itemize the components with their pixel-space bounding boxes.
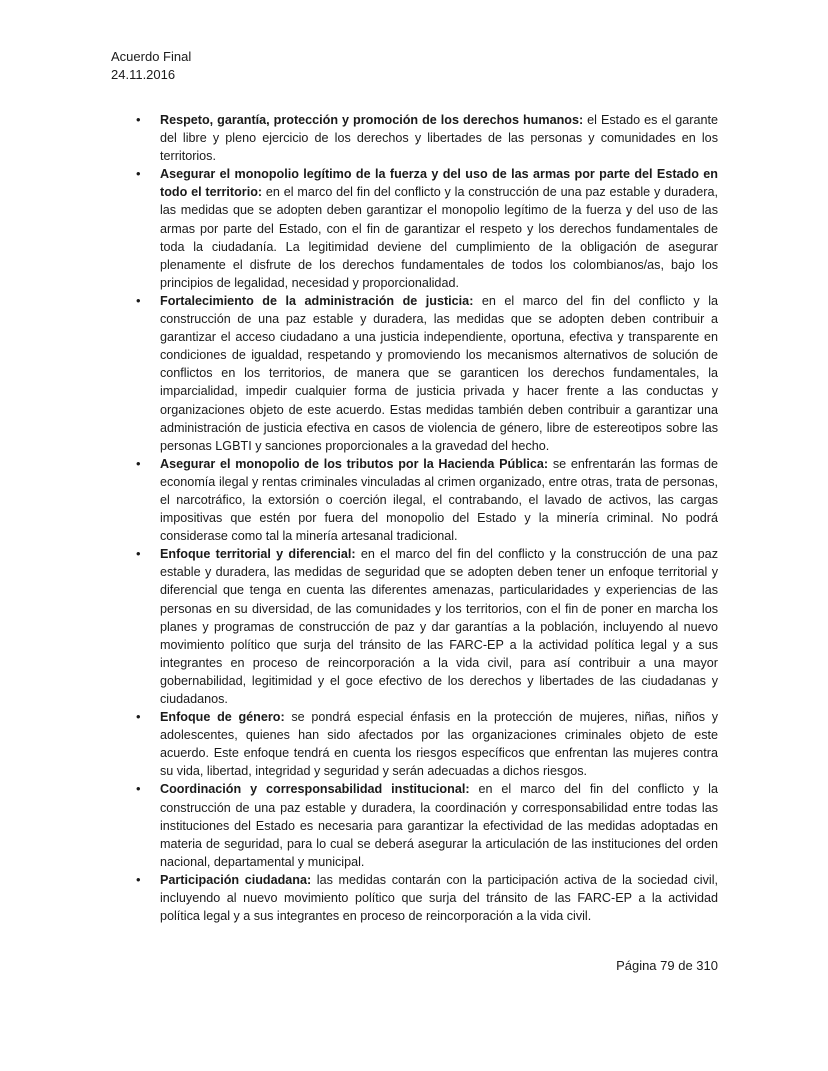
bullet-icon: • xyxy=(136,112,141,127)
item-text: se enfrentarán las formas de economía ilegal y rentas criminales vinculadas al crimen organizado, entre otras, trata de personas, el narcotráfico, la extorsión o coerción ilegal, el contrabando, el lavado de activos, las cargas impositivas que estén por fuera del monopolio del Estado y la minería criminal. No podrá considerase como tal la minería artesanal tradicional. xyxy=(160,456,718,544)
item-term: Asegurar el monopolio legítimo de la fuerza y del uso de las armas por parte del Estado en todo el territorio: xyxy=(160,167,718,200)
list-item xyxy=(136,165,718,292)
bullet-icon: • xyxy=(136,546,141,562)
page-number: Página 79 de 310 xyxy=(616,958,718,973)
bullet-icon: • xyxy=(136,709,141,725)
item-term: Asegurar el monopolio de los tributos por la Hacienda Pública: xyxy=(160,456,549,471)
item-text: se pondrá especial énfasis en la protección de mujeres, niñas, niños y adolescentes, quienes han sido afectados por las organizaciones criminales objeto de este acuerdo. Este enfoque tendrá en cuenta los riesgos específicos que enfrentan las mujeres contra su vida, libertad, integridad y seguridad y serán adecuadas a dichos riesgos. xyxy=(160,710,718,779)
list-item xyxy=(136,708,718,780)
item-text: en el marco del fin del conflicto y la construcción de una paz estable y duradera, las medidas que se adopten deben garantizar el monopolio legítimo de la fuerza y del uso de las armas por parte del Estado, con el fin de garantizar el respeto y los derechos fundamentales de toda la ciudadanía. La legitimidad deviene del cumplimiento de la obligación de asegurar plenamente el disfrute de los derechos fundamentales de todos los colombianos/as, bajo los principios de legalidad, necesidad y proporcionalidad. xyxy=(160,185,718,290)
document-title: Acuerdo Final xyxy=(111,49,192,64)
bullet-icon: • xyxy=(136,292,141,308)
item-term: Enfoque de género: xyxy=(160,710,285,725)
list-item xyxy=(136,780,718,870)
list-item xyxy=(136,545,718,708)
document-date: 24.11.2016 xyxy=(111,67,176,82)
bullet-icon: • xyxy=(136,871,141,887)
bullet-icon: • xyxy=(136,455,141,471)
list-item xyxy=(136,111,718,165)
item-term: Enfoque territorial y diferencial: xyxy=(160,547,356,562)
list-item xyxy=(136,292,718,455)
bullet-icon: • xyxy=(136,781,141,797)
item-term: Respeto, garantía, protección y promoción de los derechos humanos: xyxy=(160,113,584,127)
list-item xyxy=(136,455,718,545)
item-text: en el marco del fin del conflicto y la construcción de una paz estable y duradera, la coordinación y corresponsabilidad entre todas las instituciones del Estado es necesaria para garantizar la efectividad de las medidas adoptadas en materia de seguridad, para lo cual se deberá asegurar la articulación de las instituciones del orden nacional, departamental y municipal. xyxy=(160,782,718,869)
item-text: en el marco del fin del conflicto y la construcción de una paz estable y duradera, las medidas de seguridad que se adopten deben tener un enfoque territorial y diferencial que tenga en cuenta las diferentes amenazas, particularidades y experiencias de las personas en su diversidad, de las comunidades y los territorios, con el fin de poner en marcha los planes y programas de construcción de paz y dar garantías a la población, incluyendo al nuevo movimiento político que surja del tránsito de las FARC-EP a la actividad política legal y a sus integrantes en proceso de reincorporación a la vida civil, para así contribuir a una mayor gobernabilidad, legitimidad y el goce efectivo de los derechos y libertades de las ciudadanas y ciudadanos. xyxy=(160,547,718,706)
bullet-icon: • xyxy=(136,166,141,182)
list-item xyxy=(136,871,718,925)
item-term: Participación ciudadana: xyxy=(160,872,312,887)
item-term: Fortalecimiento de la administración de justicia: xyxy=(160,293,474,308)
document-header xyxy=(111,48,191,84)
item-text: el Estado es el garante del libre y pleno ejercicio de los derechos y libertades de las personas y comunidades en los territorios. xyxy=(160,113,718,164)
principles-list xyxy=(136,111,718,925)
item-text: las medidas contarán con la participación activa de la sociedad civil, incluyendo al nuevo movimiento político que surja del tránsito de las FARC-EP a la actividad política legal y a sus integrantes en proceso de reincorporación a la vida civil. xyxy=(160,872,718,924)
item-term: Coordinación y corresponsabilidad institucional: xyxy=(160,782,470,797)
item-text: en el marco del fin del conflicto y la construcción de una paz estable y duradera, las medidas que se adopten deben contribuir a garantizar el acceso ciudadano a una justicia independiente, oportuna, efectiva y transparente en condiciones de igualdad, respetando y promoviendo los mecanismos alternativos de solución de conflictos en los territorios, de manera que se garanticen los derechos fundamentales, la imparcialidad, impedir cualquier forma de justicia privada y hacer frente a las conductas y organizaciones objeto de este acuerdo. Estas medidas también deben contribuir a garantizar una administración de justicia efectiva en casos de violencia de género, libre de estereotipos sobre las personas LGBTI y sanciones proporcionales a la gravedad del hecho. xyxy=(160,293,718,453)
